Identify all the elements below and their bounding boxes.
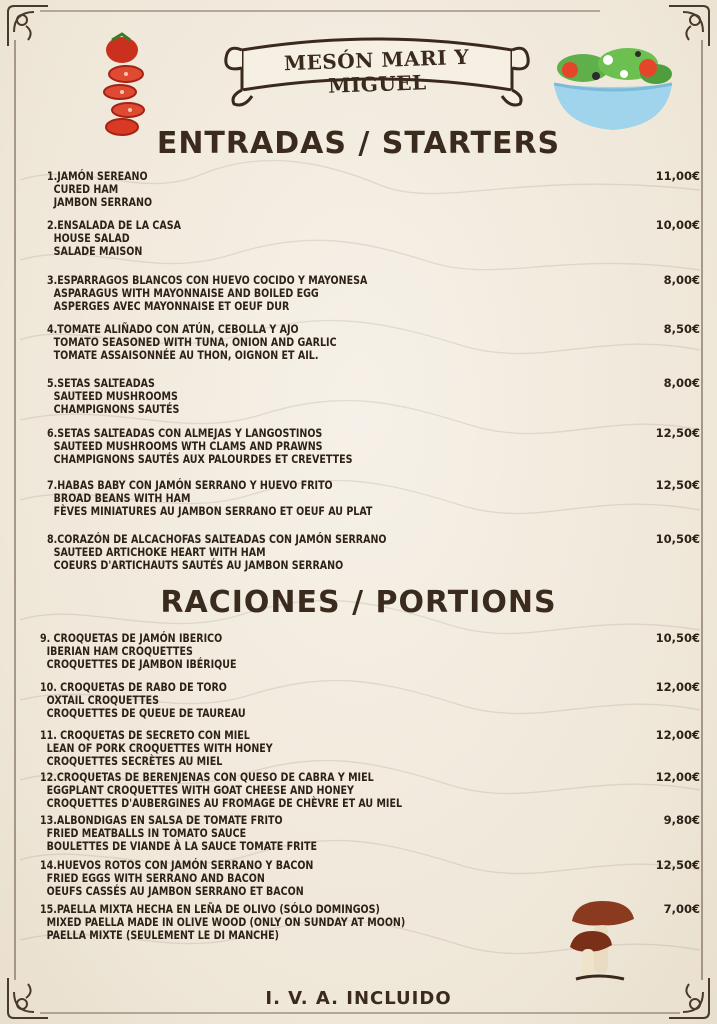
frame-border-right [701, 40, 703, 980]
menu-item-price: 8,50€ [663, 322, 700, 336]
menu-item-price: 9,80€ [663, 813, 700, 827]
menu-item-translation: CROQUETTES D'AUBERGINES AU FROMAGE DE CHÈVRE ET AU MIEL [40, 796, 403, 810]
menu-item-price: 10,50€ [655, 631, 700, 645]
menu-item-descriptions [47, 219, 193, 258]
menu-item-translation: SALADE MAISON [47, 244, 143, 258]
menu-item-descriptions [40, 814, 341, 853]
menu-item-price: 12,50€ [655, 426, 700, 440]
menu-item-translation: EGGPLANT CROQUETTES WITH GOAT CHEESE AND HONEY [40, 783, 354, 797]
menu-item-descriptions [40, 859, 337, 898]
menu-item-translation: JAMBON SERRANO [47, 195, 153, 209]
menu-item-name: 3.ESPARRAGOS BLANCOS CON HUEVO COCIDO Y MAYONESA [47, 273, 368, 287]
menu-item-name: 1.JAMÓN SEREANO [47, 169, 148, 183]
restaurant-name: MESÓN MARI Y MIGUEL [283, 44, 470, 98]
menu-item-descriptions [47, 427, 379, 466]
menu-item-translation: COEURS D'ARTICHAUTS SAUTÉS AU JAMBON SERRANO [47, 558, 344, 572]
menu-item-descriptions [40, 903, 437, 942]
menu-item-descriptions [47, 479, 401, 518]
salad-bowl-icon [548, 40, 678, 135]
menu-item-name: 12.CROQUETAS DE BERENJENAS CON QUESO DE CABRA Y MIEL [40, 770, 374, 784]
menu-item-translation: OEUFS CASSÉS AU JAMBON SERRANO ET BACON [40, 884, 304, 898]
menu-item-descriptions [40, 729, 293, 768]
frame-border-top [40, 10, 600, 12]
menu-item-descriptions [47, 323, 362, 362]
menu-item-translation: IBERIAN HAM CROQUETTES [40, 644, 193, 658]
menu-item-translation: CHAMPIGNONS SAUTÉS AUX PALOURDES ET CREVETTES [47, 452, 353, 466]
menu-item-name: 4.TOMATE ALIÑADO CON ATÚN, CEBOLLA Y AJO [47, 322, 299, 336]
menu-item-translation: SAUTEED MUSHROOMS WTH CLAMS AND PRAWNS [47, 439, 323, 453]
menu-item-translation: BROAD BEANS WITH HAM [47, 491, 191, 505]
menu-item-price: 10,00€ [655, 218, 700, 232]
menu-item-name: 7.HABAS BABY CON JAMÓN SERRANO Y HUEVO FRITO [47, 478, 333, 492]
menu-item-price: 12,00€ [655, 770, 700, 784]
menu-item-name: 13.ALBONDIGAS EN SALSA DE TOMATE FRITO [40, 813, 283, 827]
menu-item-price: 12,50€ [655, 478, 700, 492]
menu-item-price: 10,50€ [655, 532, 700, 546]
menu-item-translation: CROQUETTES SECRÈTES AU MIEL [40, 754, 223, 768]
menu-item-name: 15.PAELLA MIXTA HECHA EN LEÑA DE OLIVO (SÓLO DOMINGOS) [40, 902, 380, 916]
menu-item-translation: ASPERGES AVEC MAYONNAISE ET OEUF DUR [47, 299, 290, 313]
menu-item-price: 12,00€ [655, 680, 700, 694]
menu-item-name: 5.SETAS SALTEADAS [47, 376, 155, 390]
menu-item-translation: SAUTEED ARTICHOKE HEART WITH HAM [47, 545, 266, 559]
menu-item-price: 7,00€ [663, 902, 700, 916]
menu-item-price: 12,00€ [655, 728, 700, 742]
menu-item-translation: CROQUETTES DE QUEUE DE TAUREAU [40, 706, 246, 720]
menu-item-translation: TOMATE ASSAISONNÉE AU THON, OIGNON ET AIL. [47, 348, 319, 362]
tomato-slices-icon [100, 30, 150, 140]
menu-item-translation: CURED HAM [47, 182, 119, 196]
frame-border-bottom [40, 1012, 680, 1014]
menu-item-name: 14.HUEVOS ROTOS CON JAMÓN SERRANO Y BACON [40, 858, 314, 872]
restaurant-banner [222, 20, 532, 110]
menu-item-descriptions [47, 274, 395, 313]
menu-item-translation: ASPARAGUS WITH MAYONNAISE AND BOILED EGG [47, 286, 319, 300]
menu-item-translation: FRIED MEATBALLS IN TOMATO SAUCE [40, 826, 247, 840]
menu-item-name: 2.ENSALADA DE LA CASA [47, 218, 181, 232]
menu-item-translation: FÈVES MINIATURES AU JAMBON SERRANO ET OEUF AU PLAT [47, 504, 373, 518]
tax-included-note: I. V. A. INCLUIDO [265, 988, 452, 1009]
menu-item-translation: PAELLA MIXTE (SEULEMENT LE DI MANCHE) [40, 928, 279, 942]
menu-item-translation: LEAN OF PORK CROQUETTES WITH HONEY [40, 741, 273, 755]
menu-item-name: 11. CROQUETAS DE SECRETO CON MIEL [40, 728, 250, 742]
menu-item-price: 12,50€ [655, 858, 700, 872]
menu-item-descriptions [40, 632, 254, 671]
menu-item-translation: SAUTEED MUSHROOMS [47, 389, 178, 403]
menu-item-name: 8.CORAZÓN DE ALCACHOFAS SALTEADAS CON JAMÓN SERRANO [47, 532, 387, 546]
menu-item-descriptions [40, 771, 434, 810]
menu-item-price: 8,00€ [663, 273, 700, 287]
section-title-entradas: ENTRADAS / STARTERS [156, 126, 561, 161]
menu-item-price: 8,00€ [663, 376, 700, 390]
menu-item-descriptions [47, 377, 191, 416]
menu-item-name: 9. CROQUETAS DE JAMÓN IBERICO [40, 631, 223, 645]
menu-item-translation: FRIED EGGS WITH SERRANO AND BACON [40, 871, 265, 885]
section-title-raciones: RACIONES / PORTIONS [160, 585, 557, 620]
menu-item-price: 11,00€ [655, 169, 700, 183]
menu-item-translation: BOULETTES DE VIANDE À LA SAUCE TOMATE FRITE [40, 839, 317, 853]
menu-item-translation: CHAMPIGNONS SAUTÉS [47, 402, 180, 416]
menu-item-name: 10. CROQUETAS DE RABO DE TORO [40, 680, 227, 694]
menu-item-descriptions [40, 681, 263, 720]
menu-item-descriptions [47, 533, 416, 572]
menu-item-translation: MIXED PAELLA MADE IN OLIVE WOOD (ONLY ON SUNDAY AT MOON) [40, 915, 406, 929]
menu-item-translation: HOUSE SALAD [47, 231, 130, 245]
menu-item-translation: TOMATO SEASONED WITH TUNA, ONION AND GARLIC [47, 335, 337, 349]
frame-border-left [14, 40, 16, 980]
menu-item-descriptions [47, 170, 161, 209]
corner-ornament-top-left-icon [4, 2, 50, 48]
menu-item-translation: CROQUETTES DE JAMBON IBÉRIQUE [40, 657, 237, 671]
menu-item-translation: OXTAIL CROQUETTES [40, 693, 159, 707]
mushroom-icon [568, 895, 638, 985]
menu-item-name: 6.SETAS SALTEADAS CON ALMEJAS Y LANGOSTINOS [47, 426, 323, 440]
